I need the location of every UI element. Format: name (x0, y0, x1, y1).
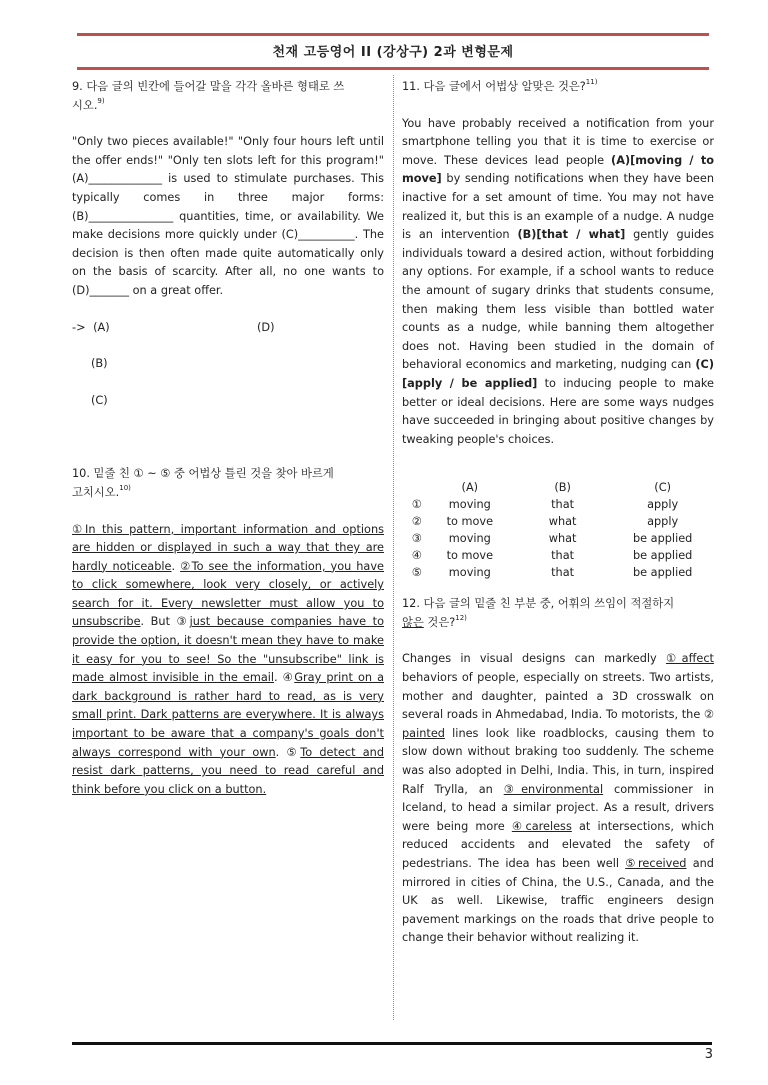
footnote-ref: 12) (455, 613, 467, 622)
underlined-sentence-3: just because companies have to provide the option, it doesn't mean they have to make it easy for you to see! So the "unsubscribe" link is made almost invisible in the email (72, 615, 384, 685)
question-9-answer-line-3: (C) (91, 393, 108, 407)
right-column (402, 78, 714, 948)
page-title: 천재 고등영어 II (강상구) 2과 변형문제 (272, 45, 514, 60)
choice-row: ① moving that apply (411, 498, 679, 512)
footnote-ref: 9) (97, 96, 105, 105)
question-11 (402, 78, 714, 581)
choice-row: ③ moving what be applied (411, 532, 693, 546)
question-12-passage: Changes in visual designs can markedly ①affect behaviors of people, especially on streets. Two artists, mother and daughter, painted a 3D crosswalk on several roads in Ahmedabad, India. To motorists, the ② painted lines look like roadblocks, causing them to slow down without braking too suddenly. The scheme was also adopted in Delhi, India. This, in turn, inspired Ralf Trylla, an ③environmental commissioner in Iceland, to head a similar project. As a result, drivers were being more ④careless at intersections, which reduced accidents and elevated the safety of pedestrians. The idea has been well ⑤received and mirrored in cities of China, the U.S., Canada, and the UK as well. Likewise, traffic engineers design pavement markings on the roads that drive people to change their behavior without realizing it. (402, 652, 715, 945)
question-10 (72, 465, 384, 799)
blank-b: (B)[that / what] (517, 228, 626, 242)
choice-row: ② to move what apply (411, 515, 679, 529)
question-11-passage: You have probably received a notification from your smartphone telling you that it is time to exercise or move. These devices lead people (A)[moving / to move] by sending notifications when they have been inactive for a set amount of time. You may not have realized it, but this is an example of a nudge. A nudge is an intervention (B)[that / what] gently guides individuals toward a desired action, without forbidding any options. For example, if a school wants to reduce the amount of sugary drinks that students consume, then making them less visible than bottled water counts as a nudge, while banning them altogether does not. Having been studied in the domain of behavioral economics and marketing, nudging can (C)[apply / be applied] to inducing people to make better or ideal decisions. Here are some ways nudges have succeeded in bringing about positive changes by tweaking people's choices. (402, 116, 714, 446)
page-number: 3 (704, 1047, 713, 1062)
footer-rule (72, 1042, 712, 1045)
question-11-choices (408, 479, 714, 581)
left-column (72, 78, 384, 799)
underlined-sentence-1: ①In this pattern, important information and options are hidden or displayed in such a way that they are hardly noticeable (72, 522, 384, 573)
footnote-ref: 11) (585, 78, 598, 86)
question-11-prompt: 11. 다음 글에서 어법상 알맞은 것은?$^{11)}$ (402, 78, 598, 93)
underlined-word-3: ③environmental (503, 782, 604, 796)
column-divider (393, 75, 394, 1020)
question-10-prompt: 10. 밑줄 친 ① ~ ⑤ 중 어법상 틀린 것을 찾아 바르게 고치시오.$^{10)}$ (72, 467, 334, 499)
underlined-word-4: ④careless (511, 819, 572, 833)
question-9-answer-line-2: (B) (91, 357, 108, 371)
question-10-passage: ①In this pattern, important information and options are hidden or displayed in such a way that they are hardly noticeable. ②To see the information, you have to click somewhere, look very closely, or actively search for it. Every newsletter must allow you to unsubscribe. But ③just because companies have to provide the option, it doesn't mean they have to make it easy for you to see! So the "unsubscribe" link is made almost invisible in the email. ④Gray print on a dark background is rather hard to read, as is very small print. Dark patterns are everywhere. It is always important to be aware that a company's goals don't always correspond with your own. ⑤To detect and resist dark patterns, you need to read careful and think before you click on a button. (72, 522, 385, 796)
underlined-sentence-4: Gray print on a dark background is rather hard to read, as is very small print. Dark patterns are everywhere. It is always important to be aware that a company's goals don't always correspond with your own (72, 671, 384, 759)
underlined-sentence-2: ②To see the information, you have to click somewhere, look very closely, or actively search for it. Every newsletter must allow you to unsubscribe (72, 559, 384, 629)
question-12 (402, 595, 714, 948)
underlined-word-2: painted (402, 726, 445, 740)
choice-row: ⑤ moving that be applied (411, 566, 693, 580)
question-9 (72, 78, 384, 410)
header-top-rule (77, 33, 709, 36)
question-9-prompt: 9. 다음 글의 빈칸에 들어갈 말을 각각 올바른 형태로 쓰 시오.$^{9)}$ (72, 80, 345, 112)
choices-header-row: (A) (B) (C) (461, 481, 671, 495)
header-bottom-rule (77, 67, 709, 70)
underlined-word-1: ①affect (665, 652, 714, 666)
choice-row: ④ to move that be applied (411, 549, 693, 563)
blank-c: (C)[apply / be applied] (402, 358, 714, 390)
question-12-prompt: 12. 다음 글의 밑줄 친 부분 중, 어휘의 쓰임이 적절하지 않은 것은?$^{12)}$ (402, 597, 675, 629)
underlined-word-5: ⑤received (625, 857, 687, 870)
question-9-passage: "Only two pieces available!" "Only four hours left until the offer ends!" "Only ten slots left for this program!" (A)_____________ is used to stimulate purchases. This typically comes in three major forms: (B)_______________ quantities, time, or availability. We make decisions more quickly under (C)__________. The decision is then often made quite automatically only on the basis of scarcity. After all, no one wants to (D)_______ on a great offer. (72, 135, 384, 297)
underlined-sentence-5: To detect and resist dark patterns, you need to read careful and think before you click on a button. (72, 745, 385, 796)
blank-a: (A)[moving / to move] (402, 153, 714, 186)
question-9-answer-line-1: -> (A) (D) (72, 320, 275, 334)
footnote-ref: 10) (119, 483, 131, 492)
